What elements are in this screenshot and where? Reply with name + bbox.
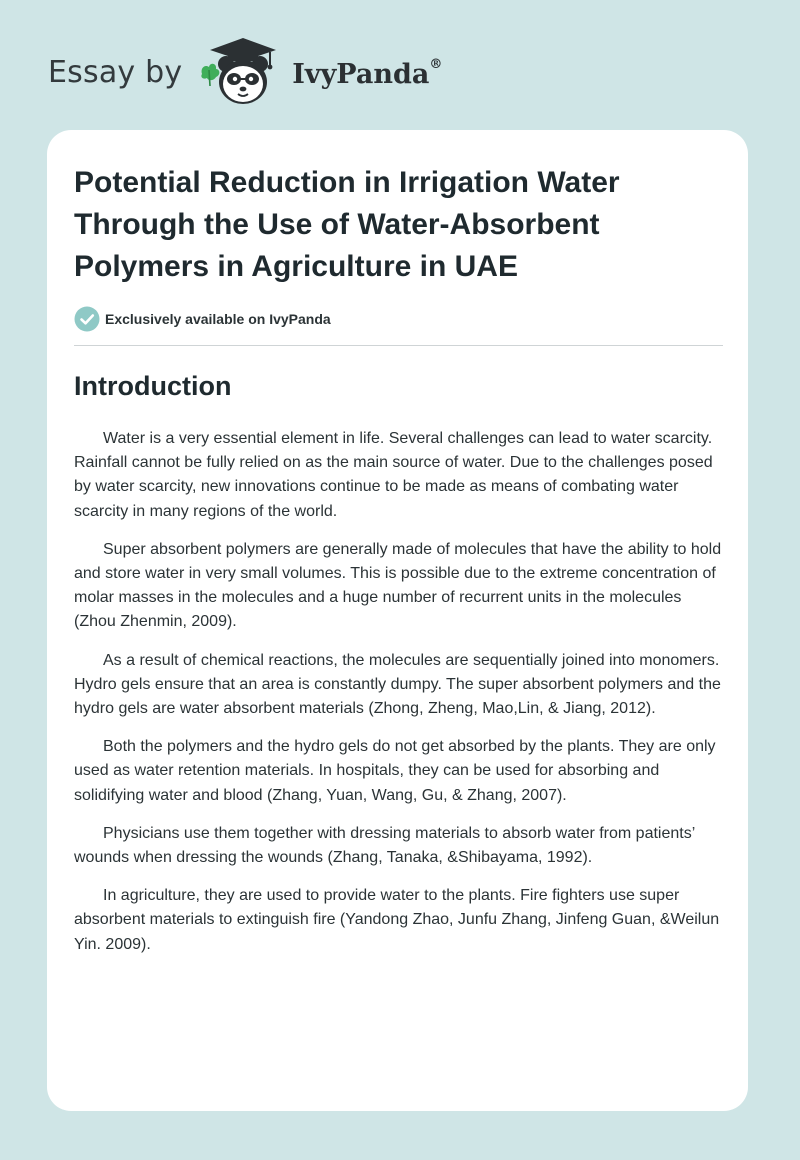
paragraph: Water is a very essential element in life. Several challenges can lead to water scarcity. Rainfall cannot be fully relied on as the main source of water. Due to the challenges posed by water scarcity, new innovations continue to be made as means of combating water scarcity in many regions of the world. <box>74 430 713 520</box>
section-heading: Introduction <box>74 371 232 401</box>
panda-graduate-icon <box>196 34 284 110</box>
essay-card <box>47 130 748 1111</box>
exclusive-label: Exclusively available on IvyPanda <box>105 311 331 327</box>
brand-prefix: Essay by <box>48 54 183 90</box>
registered-mark: ® <box>429 56 443 72</box>
essay-title: Potential Reduction in Irrigation Water Through the Use of Water-Absorbent Polymers in Agriculture in UAE <box>74 166 620 283</box>
divider <box>74 345 723 346</box>
essay-body <box>74 427 726 971</box>
paragraph: In agriculture, they are used to provide water to the plants. Fire fighters use super absorbent materials to extinguish fire (Yandong Zhao, Junfu Zhang, Jinfeng Guan, &Weilun Yin. 2009). <box>74 887 720 953</box>
paragraph: Super absorbent polymers are generally made of molecules that have the ability to hold and store water in very small volumes. This is possible due to the extreme concentration of molar masses in the molecules and a huge number of recurrent units in the molecules (Zhou Zhenmin, 2009). <box>74 540 722 631</box>
brand-name: IvyPanda® <box>292 56 443 90</box>
paragraph: Both the polymers and the hydro gels do not get absorbed by the plants. They are only used as water retention materials. In hospitals, they can be used for absorbing and solidifying water and blood (Zhang, Yuan, Wang, Gu, & Zhang, 2007). <box>74 738 716 804</box>
ivy-leaf-icon <box>202 64 220 86</box>
check-badge-icon <box>74 306 100 332</box>
paragraph: Physicians use them together with dressing materials to absorb water from patients’ wounds when dressing the wounds (Zhang, Tanaka, &Shibayama, 1992). <box>74 824 695 867</box>
site-logo[interactable] <box>48 34 442 110</box>
exclusive-badge <box>74 306 331 332</box>
paragraph: As a result of chemical reactions, the molecules are sequentially joined into monomers. Hydro gels ensure that an area is constantly dumpy. The super absorbent polymers and the hydro gels are water absorbent materials (Zhong, Zheng, Mao,Lin, & Jiang, 2012). <box>74 651 721 718</box>
